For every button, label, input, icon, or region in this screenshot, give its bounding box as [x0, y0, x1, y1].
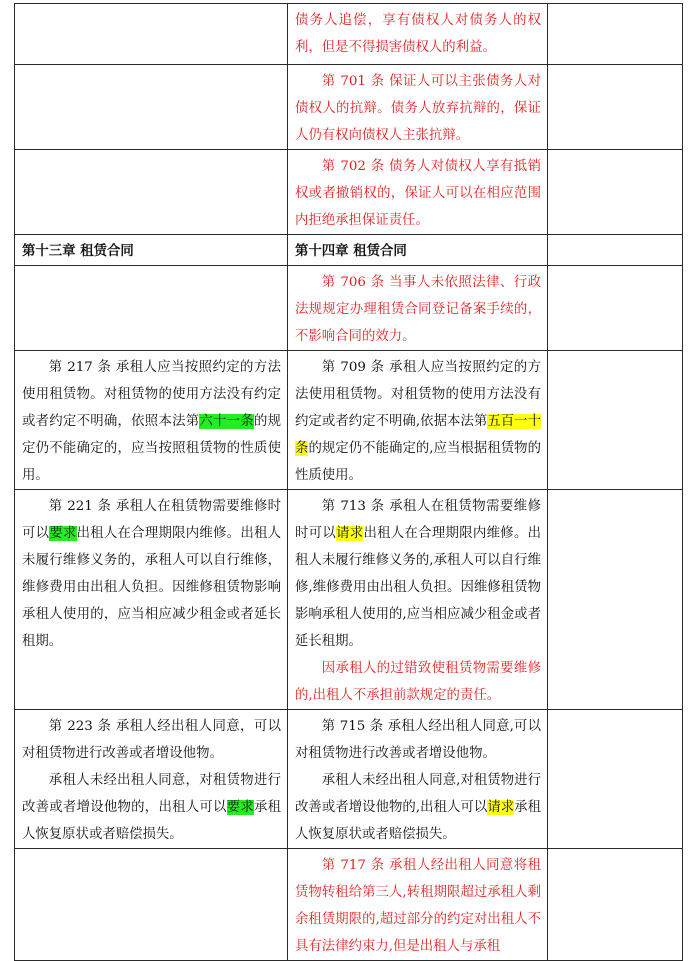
old-article-text — [22, 493, 281, 655]
table-row — [15, 4, 683, 65]
new-article-text: 第 702 条 债务人对债权人享有抵销权或者撤销权的，保证人可以在相应范围内拒绝承担保证责任。 — [295, 159, 541, 228]
new-cell — [288, 266, 548, 351]
note-cell — [548, 351, 683, 490]
note-cell — [548, 266, 683, 351]
note-cell — [548, 65, 683, 150]
old-cell — [15, 351, 288, 490]
new-cell — [288, 351, 548, 490]
old-cell — [15, 4, 288, 65]
old-cell — [15, 65, 288, 150]
text-segment: 承租人恢复原状或者赔偿损失。 — [22, 800, 282, 842]
table-row — [15, 849, 683, 961]
old-cell — [15, 266, 288, 351]
table-row — [15, 266, 683, 351]
table-row — [15, 65, 683, 150]
highlighted-change: 要求 — [226, 800, 254, 815]
text-segment: 第 217 条 承租人应当按照约定的方法使用租赁物。对租赁物的使用方法没有约定或者约定不明确，依照本法第 — [22, 360, 281, 429]
note-cell — [548, 490, 683, 710]
highlighted-change: 请求 — [487, 800, 515, 815]
note-cell — [548, 150, 683, 235]
note-cell — [548, 235, 683, 266]
new-article-text: 债务人追偿，享有债权人对债务人的权利，但是不得损害债权人的利益。 — [295, 13, 541, 55]
old-article-text: 第 223 条 承租人经出租人同意，可以对租赁物进行改善或者增设他物。 — [22, 719, 281, 761]
highlighted-change: 五百一十条 — [295, 414, 541, 456]
text-segment: 出租人在合理期限内维修。出租人未履行维修义务的,承租人可以自行维修,维修费用由出租人负担。因维修租赁物影响承租人使用的,应当相应减少租金或者延长租期。 — [295, 526, 542, 649]
new-added-paragraph: 因承租人的过错致使租赁物需要维修的,出租人不承担前款规定的责任。 — [295, 661, 541, 703]
old-cell — [15, 710, 288, 849]
table-row — [15, 150, 683, 235]
highlighted-change: 六十一条 — [199, 414, 254, 429]
new-chapter-title: 第十四章 租赁合同 — [288, 235, 548, 266]
new-article-text: 第 715 条 承租人经出租人同意,可以对租赁物进行改善或者增设他物。 — [295, 719, 541, 761]
new-cell — [288, 65, 548, 150]
old-article-text — [22, 767, 281, 848]
new-cell — [288, 849, 548, 961]
highlighted-change: 要求 — [49, 526, 77, 541]
new-article-text — [295, 354, 541, 489]
new-cell — [288, 150, 548, 235]
text-segment: 第 221 条 承租人在租赁物需要维修时可以 — [22, 499, 281, 541]
new-cell — [288, 490, 548, 710]
old-cell — [15, 150, 288, 235]
new-article-text: 第 706 条 当事人未依照法律、行政法规规定办理租赁合同登记备案手续的，不影响合同的效力。 — [295, 275, 541, 344]
new-article-text — [295, 493, 541, 655]
old-article-text — [22, 354, 281, 489]
table-row — [15, 351, 683, 490]
text-segment: 承租人未经出租人同意，对租赁物进行改善或者增设他物的，出租人可以 — [22, 773, 281, 815]
chapter-row — [15, 235, 683, 266]
old-chapter-title: 第十三章 租赁合同 — [15, 235, 288, 266]
old-cell — [15, 849, 288, 961]
table-row — [15, 710, 683, 849]
new-article-text — [295, 767, 541, 848]
old-cell — [15, 490, 288, 710]
text-segment: 承租人未经出租人同意,对租赁物进行改善或者增设他物的,出租人可以 — [295, 773, 541, 815]
note-cell — [548, 849, 683, 961]
text-segment: 第 713 条 承租人在租赁物需要维修时可以 — [295, 499, 541, 541]
text-segment: 承租人恢复原状或者赔偿损失。 — [295, 800, 541, 842]
text-segment: 的规定仍不能确定的,应当根据租赁物的性质使用。 — [295, 441, 541, 483]
note-cell — [548, 4, 683, 65]
highlighted-change: 请求 — [336, 526, 364, 541]
note-cell — [548, 710, 683, 849]
new-article-text: 第 717 条 承租人经出租人同意将租赁物转租给第三人,转租期限超过承租人剩余租赁期限的,超过部分的约定对出租人不具有法律约束力,但是出租人与承租 — [295, 858, 541, 954]
table-row — [15, 490, 683, 710]
new-cell — [288, 710, 548, 849]
text-segment: 的规定仍不能确定的，应当按照租赁物的性质使用。 — [22, 414, 282, 483]
new-cell — [288, 4, 548, 65]
new-article-text: 第 701 条 保证人可以主张债务人对债权人的抗辩。债务人放弃抗辩的，保证人仍有权向债权人主张抗辩。 — [295, 74, 541, 143]
text-segment: 第 709 条 承租人应当按照约定的方法使用租赁物。对租赁物的使用方法没有约定或者约定不明确,依据本法第 — [295, 360, 541, 429]
comparison-table — [14, 3, 683, 961]
text-segment: 出租人在合理期限内维修。出租人未履行维修义务的，承租人可以自行维修，维修费用由出租人负担。因维修租赁物影响承租人使用的，应当相应减少租金或者延长租期。 — [22, 526, 282, 649]
